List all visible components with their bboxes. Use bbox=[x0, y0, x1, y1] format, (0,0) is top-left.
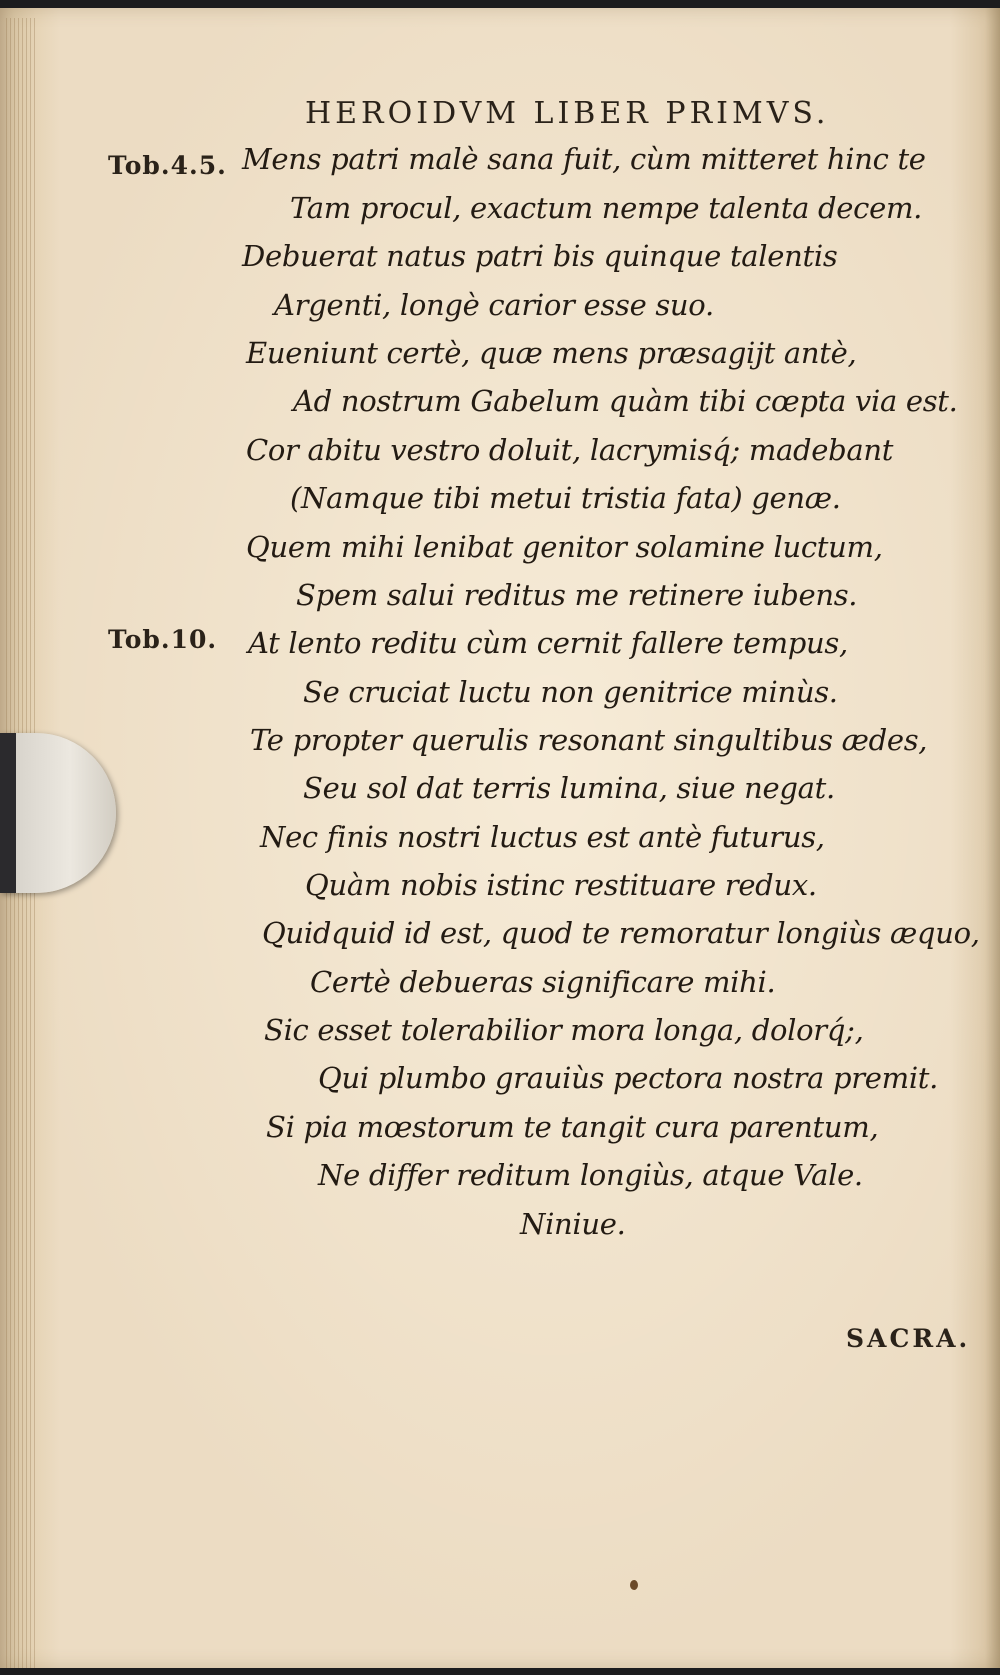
verse-line: At lento reditu cùm cernit fallere tempus, bbox=[248, 626, 848, 660]
verse-line: Se cruciat luctu non genitrice minùs. bbox=[303, 675, 838, 709]
verse-line: Te propter querulis resonant singultibus ædes, bbox=[250, 723, 928, 757]
book-page bbox=[0, 8, 1000, 1668]
verse-line: Quàm nobis istinc restituare redux. bbox=[305, 868, 817, 902]
verse-line: Debuerat natus patri bis quinque talentis bbox=[242, 239, 838, 273]
verse-line: Eueniunt certè, quæ mens præsagijt antè, bbox=[246, 336, 857, 370]
page-clip bbox=[0, 733, 116, 893]
ink-spot bbox=[630, 1580, 638, 1590]
catchword: SACRA. bbox=[846, 1324, 971, 1353]
verse-line: Qui plumbo grauiùs pectora nostra premit. bbox=[318, 1061, 939, 1095]
marginal-note: Tob.10. bbox=[108, 625, 218, 654]
verse-line: Nec finis nostri luctus est antè futurus, bbox=[260, 820, 825, 854]
verse-line: Seu sol dat terris lumina, siue negat. bbox=[303, 771, 835, 805]
verse-line: Si pia mœstorum te tangit cura parentum, bbox=[266, 1110, 879, 1144]
verse-line: Tam procul, exactum nempe talenta decem. bbox=[290, 191, 923, 225]
verse-line: Sic esset tolerabilior mora longa, dolorq́;, bbox=[264, 1013, 864, 1047]
verse-line: Ne differ reditum longiùs, atque Vale. bbox=[318, 1158, 863, 1192]
marginal-note: Tob.4.5. bbox=[108, 151, 227, 180]
verse-line: Spem salui reditus me retinere iubens. bbox=[296, 578, 858, 612]
verse-line: Quem mihi lenibat genitor solamine luctum, bbox=[246, 530, 883, 564]
verse-line: Quidquid id est, quod te remoratur longiùs æquo, bbox=[262, 916, 980, 950]
verse-line: Mens patri malè sana fuit, cùm mitteret hinc te bbox=[242, 142, 926, 176]
running-header: HEROIDVM LIBER PRIMVS. bbox=[305, 96, 830, 131]
verse-line: (Namque tibi metui tristia fata) genæ. bbox=[290, 481, 841, 515]
verse-line: Cor abitu vestro doluit, lacrymisq́; madebant bbox=[246, 433, 894, 467]
verse-line: Certè debueras significare mihi. bbox=[310, 965, 776, 999]
verse-line: Niniue. bbox=[520, 1207, 626, 1241]
verse-line: Ad nostrum Gabelum quàm tibi cœpta via est. bbox=[293, 384, 958, 418]
verse-line: Argenti, longè carior esse suo. bbox=[274, 288, 714, 322]
